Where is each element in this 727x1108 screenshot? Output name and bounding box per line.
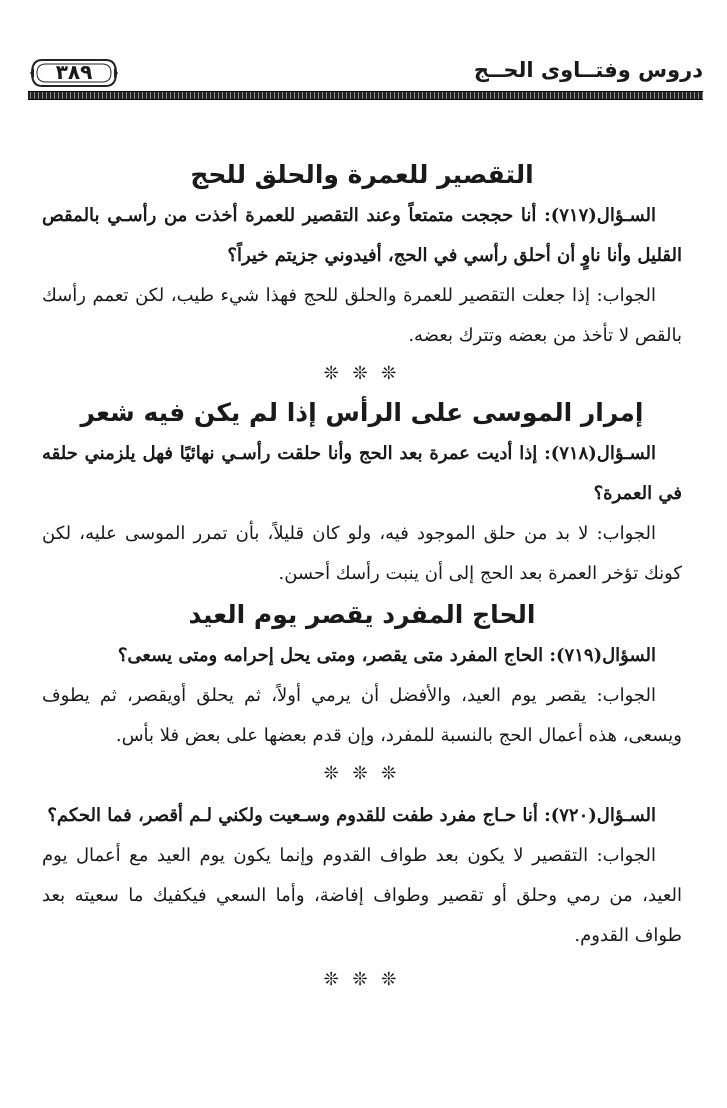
answer-720-text: الجواب: التقصير لا يكون بعد طواف القدوم وإنما يكون يوم العيد مع أعمال يوم العيد، من رمي وحلق أو تقصير وطواف إفاضة، وأما السعي فيكفيك ما سعيته بعد طواف القدوم. [42,845,682,946]
answer-717-text: الجواب: إذا جعلت التقصير للعمرة والحلق للحج فهذا شيء طيب، لكن تعمم رأسك بالقص لا تأخذ من بعضه وتترك بعضه. [42,285,682,346]
section-heading-2: إمرار الموسى على الرأس إذا لم يكن فيه شعر [80,398,644,427]
header-divider [28,91,703,100]
running-header [28,56,703,96]
answer-720 [42,836,682,956]
question-717 [42,196,682,276]
question-718 [42,434,682,514]
question-719 [42,636,682,676]
page-number: ٣٨٩ [55,60,93,84]
question-719-text: السؤال(٧١٩): الحاج المفرد متى يقصر، ومتى يحل إحرامه ومتى يسعى؟ [117,645,656,666]
section-separator: ❊ ❊ ❊ [323,969,401,990]
section-separator: ❊ ❊ ❊ [323,763,401,784]
section-separator: ❊ ❊ ❊ [323,363,401,384]
question-720 [42,796,682,836]
section-heading-1: التقصير للعمرة والحلق للحج [190,160,534,189]
answer-718 [42,514,682,594]
question-720-text: السـؤال(٧٢٠): أنا حـاج مفرد طفت للقدوم وسـعيت ولكني لـم أقصر، فما الحكم؟ [47,805,656,826]
page-number-ornament [28,56,120,90]
answer-719-text: الجواب: يقصر يوم العيد، والأفضل أن يرمي أولاً، ثم يحلق أويقصر، ثم يطوف ويسعى، هذه أعمال الحج بالنسبة للمفرد، وإن قدم بعضها على بعض فلا بأس. [42,685,682,746]
section-heading-3: الحاج المفرد يقصر يوم العيد [188,600,536,629]
question-718-text: السـؤال(٧١٨): إذا أديت عمرة بعد الحج وأنا حلقت رأسـي نهائيًا فهل يلزمني حلقه في العمرة؟ [42,443,682,504]
answer-718-text: الجواب: لا بد من حلق الموجود فيه، ولو كان قليلاً، بأن تمرر الموسى عليه، لكن كونك تؤخر العمرة بعد الحج إلى أن ينبت رأسك أحسن. [42,523,682,584]
page-content [42,148,682,998]
answer-717 [42,276,682,356]
answer-719 [42,676,682,756]
book-title: دروس وفتــاوى الحــج [473,58,703,82]
question-717-text: السـؤال(٧١٧): أنا حججت متمتعاً وعند التقصير للعمرة أخذت من رأسـي بالمقص القليل وأنا ناوٍ أن أحلق رأسي في الحج، أفيدوني جزيتم خيراً؟ [42,205,682,266]
